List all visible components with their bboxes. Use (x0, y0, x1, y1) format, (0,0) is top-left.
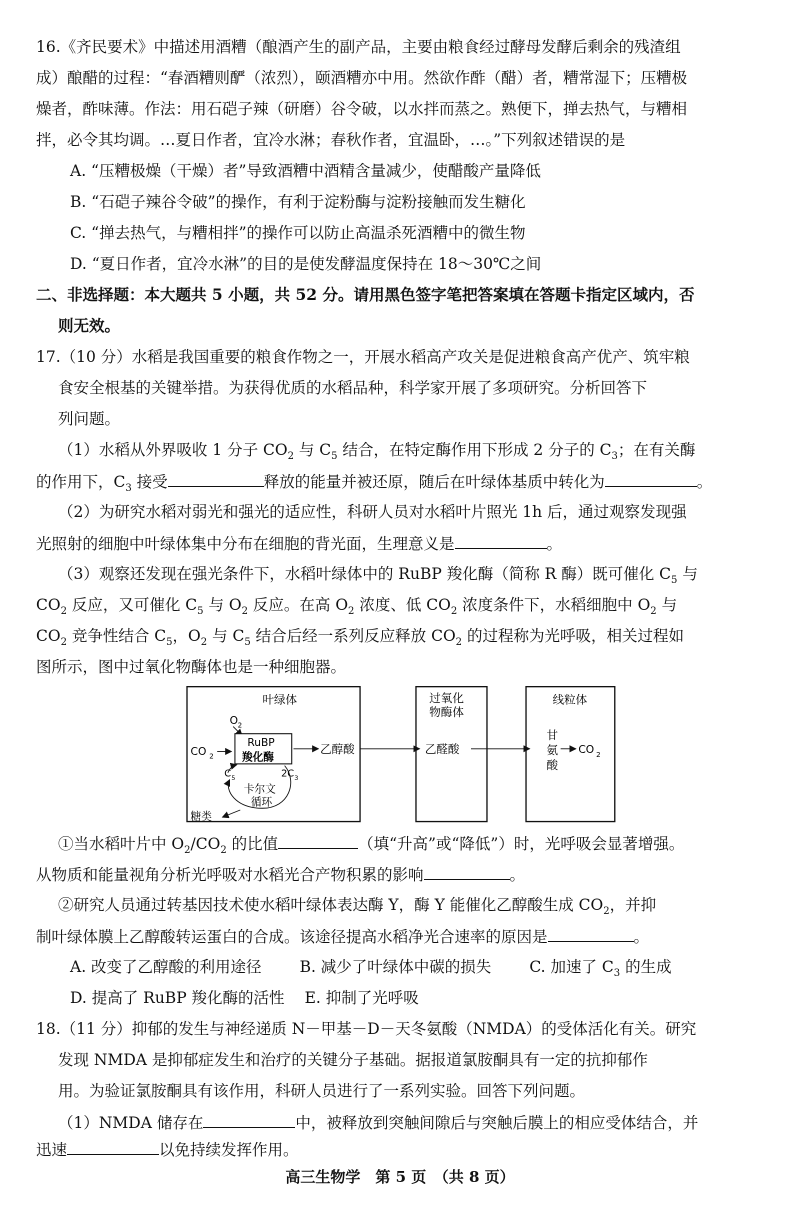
q17-part2-line2: 光照射的细胞中叶绿体集中分布在细胞的背光面，生理意义是 。 (36, 532, 562, 555)
answer-blank-8[interactable] (67, 1138, 159, 1155)
q16-line4: 拌，必令其均调。…夏日作者，宜冷水淋；春秋作者，宜温卧，…。”下列叙述错误的是 (36, 131, 626, 149)
answer-blank-3[interactable] (455, 532, 547, 549)
label-c5: C (224, 768, 232, 780)
photorespiration-diagram (150, 684, 650, 826)
label-rubp: RuBP (247, 736, 275, 750)
q18-part1-line2: 迅速 以免持续发挥作用。 (36, 1138, 299, 1161)
answer-blank-1[interactable] (168, 470, 264, 487)
label-o2: O (229, 713, 238, 727)
label-peroxisome-1: 过氧化 (429, 690, 464, 705)
q18-line1: 18.（11 分）抑郁的发生与神经递质 N－甲基－D－天冬氨酸（NMDA）的受体活化有关。研究 (36, 1020, 697, 1038)
mitochondrion-box (526, 687, 615, 822)
q17-part3-line3: $CO_2$ 竞争性结合 $C_5$，$O_2$ 与 $C_5$ 结合后经一系列反应释放 $CO_2$ 的过程称为光呼吸，相关过程如 (36, 627, 684, 649)
label-enzyme: 羧化酶 (242, 750, 274, 764)
answer-blank-6[interactable] (548, 925, 634, 942)
svg-text:2: 2 (596, 749, 601, 759)
q17-line2: 食安全根基的关键举措。为获得优质的水稻品种，科学家开展了多项研究。分析回答下 (58, 379, 648, 397)
q17-sub1-line2: 从物质和能量视角分析光呼吸对水稻光合产物积累的影响 。 (36, 863, 525, 886)
q17-part1-line2: 的作用下，$C_3$ 接受 释放的能量并被还原，随后在叶绿体基质中转化为 。 (36, 470, 712, 493)
q16-option-a: A. “压糟极燥（干燥）者”导致酒糟中酒精含量减少，使醋酸产量降低 (70, 162, 541, 180)
svg-text:2: 2 (209, 751, 214, 761)
q17-part3-line2: $CO_2$ 反应，又可催化 $C_5$ 与 $O_2$ 反应。在高 $O_2$ 浓度、低 $CO_2$ 浓度条件下，水稻细胞中 $O_2$ 与 (36, 596, 678, 618)
q18-line2: 发现 NMDA 是抑郁症发生和治疗的关键分子基础。据报道氯胺酮具有一定的抗抑郁作 (58, 1051, 648, 1069)
q17-options-row2: D. 提高了 RuBP 羧化酶的活性 E. 抑制了光呼吸 (70, 989, 419, 1007)
q16-line1: 16.《齐民要术》中描述用酒糟（酿酒产生的副产品，主要由粮食经过酵母发酵后剩余的残渣组 (36, 38, 681, 56)
label-glyoxylate: 乙醛酸 (424, 742, 460, 757)
answer-blank-2[interactable] (605, 470, 697, 487)
q17-sub2-line1: ②研究人员通过转基因技术使水稻叶绿体表达酶 Y，酶 Y 能催化乙醇酸生成 $CO_2$，并抑 (58, 896, 657, 918)
label-co2-out: CO (578, 743, 595, 757)
q17-sub1-line1: ①当水稻叶片中 $O_2/CO_2$ 的比值 （填“升高”或“降低”）时，光呼吸会显著增强。 (58, 832, 684, 855)
q17-part3-line1: （3）观察还发现在强光条件下，水稻叶绿体中的 RuBP 羧化酶（简称 R 酶）既可催化 $C_5$ 与 (58, 565, 698, 587)
label-gly-2: 氨 (546, 743, 558, 758)
q18-line3: 用。为验证氯胺酮具有该作用，科研人员进行了一系列实验。回答下列问题。 (58, 1082, 586, 1100)
q17-options-row1: A. 改变了乙醇酸的利用途径 B. 减少了叶绿体中碳的损失 C. 加速了 $C_3$ 的生成 (70, 958, 672, 980)
q16-line3: 燥者，酢味薄。作法：用石硙子辣（研磨）谷令破，以水拌而蒸之。熟便下，掸去热气，与糟相 (36, 100, 688, 118)
q17-part3-line4: 图所示，图中过氧化物酶体也是一种细胞器。 (36, 658, 347, 676)
svg-text:2: 2 (237, 720, 243, 730)
q17-line1: 17.（10 分）水稻是我国重要的粮食作物之一，开展水稻高产攻关是促进粮食高产优产、筑牢粮 (36, 348, 690, 366)
label-glycolate: 乙醇酸 (320, 742, 355, 757)
page-footer: 高三生物学 第 5 页 （共 8 页） (285, 1168, 515, 1186)
q16-option-b: B. “石硙子辣谷令破”的操作，有利于淀粉酶与淀粉接触而发生糖化 (70, 193, 526, 211)
answer-blank-7[interactable] (203, 1111, 295, 1128)
q18-part1-line1: （1）NMDA 储存在 中，被释放到突触间隙后与突触后膜上的相应受体结合，并 (58, 1111, 698, 1134)
q16-option-c: C. “掸去热气，与糟相拌”的操作可以防止高温杀死酒糟中的微生物 (70, 224, 526, 242)
q16-option-d: D. “夏日作者，宜冷水淋”的目的是使发酵温度保持在 18～30℃之间 (70, 255, 542, 273)
section2-heading: 二、非选择题：本大题共 5 小题，共 52 分。请用黑色签字笔把答案填在答题卡指定区域内，否 (36, 285, 695, 304)
label-co2-in: CO (190, 745, 207, 758)
label-mitochondrion: 线粒体 (552, 692, 588, 707)
section2-heading-cont: 则无效。 (58, 316, 121, 335)
svg-text:5: 5 (231, 774, 236, 782)
q17-sub2-line2: 制叶绿体膜上乙醇酸转运蛋白的合成。该途径提高水稻净光合速率的原因是 。 (36, 925, 649, 948)
label-gly-1: 甘 (546, 728, 558, 743)
label-sugar: 糖类 (190, 809, 212, 823)
label-calvin-1: 卡尔文 (243, 782, 276, 796)
label-chloroplast: 叶绿体 (262, 692, 297, 707)
q17-part1-line1: （1）水稻从外界吸收 1 分子 $CO_2$ 与 $C_5$ 结合，在特定酶作用下形成 2 分子的 $C_3$；在有关酶 (58, 441, 696, 463)
answer-blank-4[interactable] (278, 832, 358, 849)
svg-text:3: 3 (294, 774, 299, 782)
q16-line2: 成）酿醋的过程：“春酒糟则酽（浓烈），颐酒糟亦中用。然欲作酢（醋）者，糟常湿下；压糟极 (36, 69, 688, 87)
q17-line3: 列问题。 (58, 410, 121, 428)
answer-blank-5[interactable] (424, 863, 510, 880)
label-gly-3: 酸 (546, 758, 558, 773)
label-calvin-2: 循环 (250, 795, 273, 809)
q17-part2-line1: （2）为研究水稻对弱光和强光的适应性，科研人员对水稻叶片照光 1h 后，通过观察发现强 (58, 503, 687, 521)
label-peroxisome-2: 物酶体 (429, 704, 464, 719)
label-2c3: 2C (281, 768, 295, 780)
